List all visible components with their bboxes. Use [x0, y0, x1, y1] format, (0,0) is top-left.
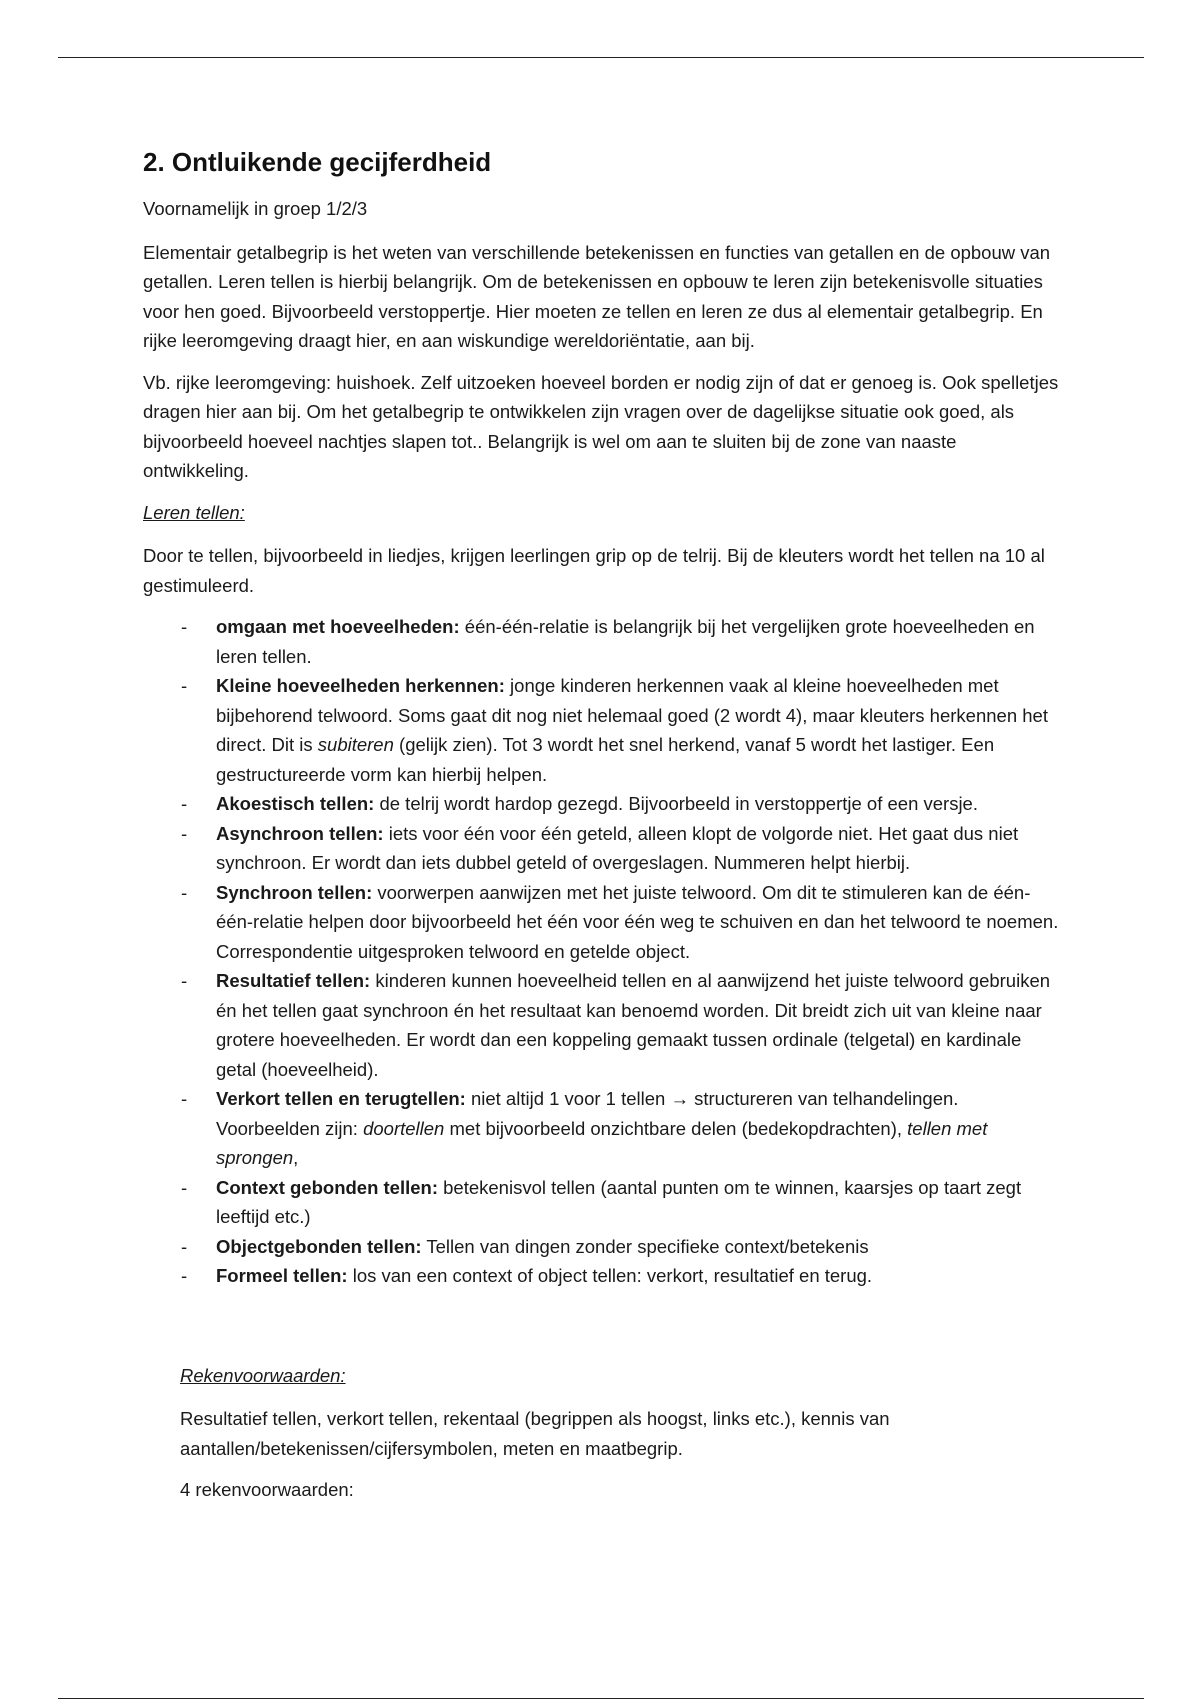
- counting-list: [143, 612, 1063, 1291]
- item-term: Verkort tellen en terugtellen:: [216, 1088, 466, 1109]
- item-text: één-één-relatie is belangrijk bij het vergelijken grote hoeveelheden en leren tellen.: [216, 616, 1035, 667]
- section-heading-rekenvoorwaarden: Rekenvoorwaarden:: [180, 1364, 346, 1386]
- item-text: jonge kinderen herkennen vaak al kleine hoeveelheden met bijbehorend telwoord. Soms gaat dit nog niet helemaal goed (2 wordt 4), maar kleuters herkennen het direct. Dit is: [216, 675, 1048, 755]
- list-item: [143, 1232, 1063, 1262]
- list-item: [143, 1173, 1063, 1232]
- section-heading-leren-tellen: Leren tellen:: [143, 501, 245, 523]
- list-bullet: -: [181, 1235, 188, 1257]
- list-item: [143, 966, 1063, 1084]
- list-bullet: -: [181, 1176, 188, 1198]
- item-term: Objectgebonden tellen:: [216, 1235, 422, 1257]
- subtitle: Voornamelijk in groep 1/2/3: [143, 198, 368, 219]
- paragraph-example: Vb. rijke leeromgeving: huishoek. Zelf uitzoeken hoeveel borden er nodig zijn of dat er genoeg is. Ook spelletjes dragen hier aan bij. Om het getalbegrip te ontwikkelen zijn vragen over de dagelijkse situatie ook goed, als bijvoorbeeld hoeveel nachtjes slapen tot.. Belangrijk is wel om aan te sluiten bij de zone van naaste ontwikkeling.: [143, 371, 1059, 481]
- item-term: omgaan met hoeveelheden:: [216, 616, 460, 637]
- item-term: Resultatief tellen:: [216, 970, 371, 991]
- page-title: 2. Ontluikende gecijferdheid: [143, 147, 492, 177]
- item-text: Tellen van dingen zonder specifieke context/betekenis: [421, 1235, 869, 1257]
- item-text: iets voor één voor één geteld, alleen klopt de volgorde niet. Het gaat dus niet synchroon. Er wordt dan iets dubbel geteld of overgeslagen. Nummeren helpt hierbij.: [216, 822, 1019, 873]
- list-bullet: -: [181, 1265, 188, 1286]
- item-term: Synchroon tellen:: [216, 881, 373, 903]
- item-text: niet altijd 1 voor 1 tellen → structureren van telhandelingen. Voorbeelden zijn:: [216, 1088, 959, 1139]
- item-text: kinderen kunnen hoeveelheid tellen en al aanwijzend het juiste telwoord gebruiken én het tellen gaat synchroon én het resultaat kan benoemd worden. Dit breidt zich uit van kleine naar grotere hoeveelheden. Er wordt dan een koppeling gemaakt tussen ordinale (telgetal) en kardinale getal (hoeveelheid).: [216, 970, 1051, 1080]
- item-text: los van een context of object tellen: verkort, resultatief en terug.: [347, 1265, 873, 1286]
- list-bullet: -: [181, 616, 188, 637]
- paragraph-intro: Elementair getalbegrip is het weten van verschillende betekenissen en functies van getallen en de opbouw van getallen. Leren tellen is hierbij belangrijk. Om de betekenissen en opbouw te leren zijn betekenisvolle situaties voor hen goed. Bijvoorbeeld verstoppertje. Hier moeten ze tellen en leren ze dus al elementair getalbegrip. En rijke leeromgeving draagt hier, en aan wiskundige wereldoriëntatie, aan bij.: [143, 241, 1051, 351]
- list-bullet: -: [181, 881, 188, 903]
- document-body: [143, 140, 1063, 1517]
- item-text: de telrij wordt hardop gezegd. Bijvoorbeeld in verstoppertje of een versje.: [374, 793, 978, 814]
- item-term: Kleine hoeveelheden herkennen:: [216, 675, 505, 696]
- item-text: met bijvoorbeeld onzichtbare delen (bedekopdrachten),: [444, 1117, 908, 1139]
- list-item: [143, 789, 1063, 819]
- item-text: betekenisvol tellen (aantal punten om te winnen, kaarsjes op taart zegt leeftijd etc.): [216, 1176, 1022, 1227]
- spacer: [143, 1303, 1063, 1361]
- list-bullet: -: [181, 675, 188, 696]
- item-emphasis: subiteren: [317, 734, 394, 755]
- list-item: [143, 1084, 1063, 1173]
- list-bullet: -: [181, 822, 188, 844]
- item-text: voorwerpen aanwijzen met het juiste telwoord. Om dit te stimuleren kan de één-één-relatie helpen door bijvoorbeeld het één voor één weg te schuiven en dan het telwoord te noemen. Correspondentie uitgesproken telwoord en getelde object.: [216, 881, 1059, 962]
- list-bullet: -: [181, 793, 188, 814]
- item-emphasis: doortellen: [363, 1117, 445, 1139]
- item-text: (gelijk zien). Tot 3 wordt het snel herkend, vanaf 5 wordt het lastiger. Een gestructureerde vorm kan hierbij helpen.: [216, 734, 995, 785]
- item-term: Akoestisch tellen:: [216, 793, 375, 814]
- list-item: [143, 612, 1063, 671]
- top-rule: [58, 57, 1144, 58]
- item-term: Formeel tellen:: [216, 1265, 348, 1286]
- list-item: [143, 878, 1063, 967]
- list-bullet: -: [181, 970, 188, 991]
- list-item: [143, 819, 1063, 878]
- item-term: Asynchroon tellen:: [216, 822, 384, 844]
- rekenvoorwaarden-text: Resultatief tellen, verkort tellen, rekentaal (begrippen als hoogst, links etc.), kennis van aantallen/betekenissen/cijfersymbolen, meten en maatbegrip.: [180, 1408, 890, 1459]
- rekenvoorwaarden-count: 4 rekenvoorwaarden:: [180, 1479, 354, 1500]
- item-text: ,: [293, 1147, 299, 1168]
- list-item: [143, 671, 1063, 789]
- item-emphasis: tellen met sprongen: [216, 1117, 988, 1168]
- bottom-rule: [58, 1698, 1144, 1699]
- rekenvoorwaarden-section: [180, 1361, 1063, 1505]
- item-term: Context gebonden tellen:: [216, 1176, 438, 1198]
- list-bullet: -: [181, 1088, 188, 1109]
- leren-tellen-intro: Door te tellen, bijvoorbeeld in liedjes, krijgen leerlingen grip op de telrij. Bij de kleuters wordt het tellen na 10 al gestimuleerd.: [143, 545, 1045, 596]
- list-item: [143, 1261, 1063, 1291]
